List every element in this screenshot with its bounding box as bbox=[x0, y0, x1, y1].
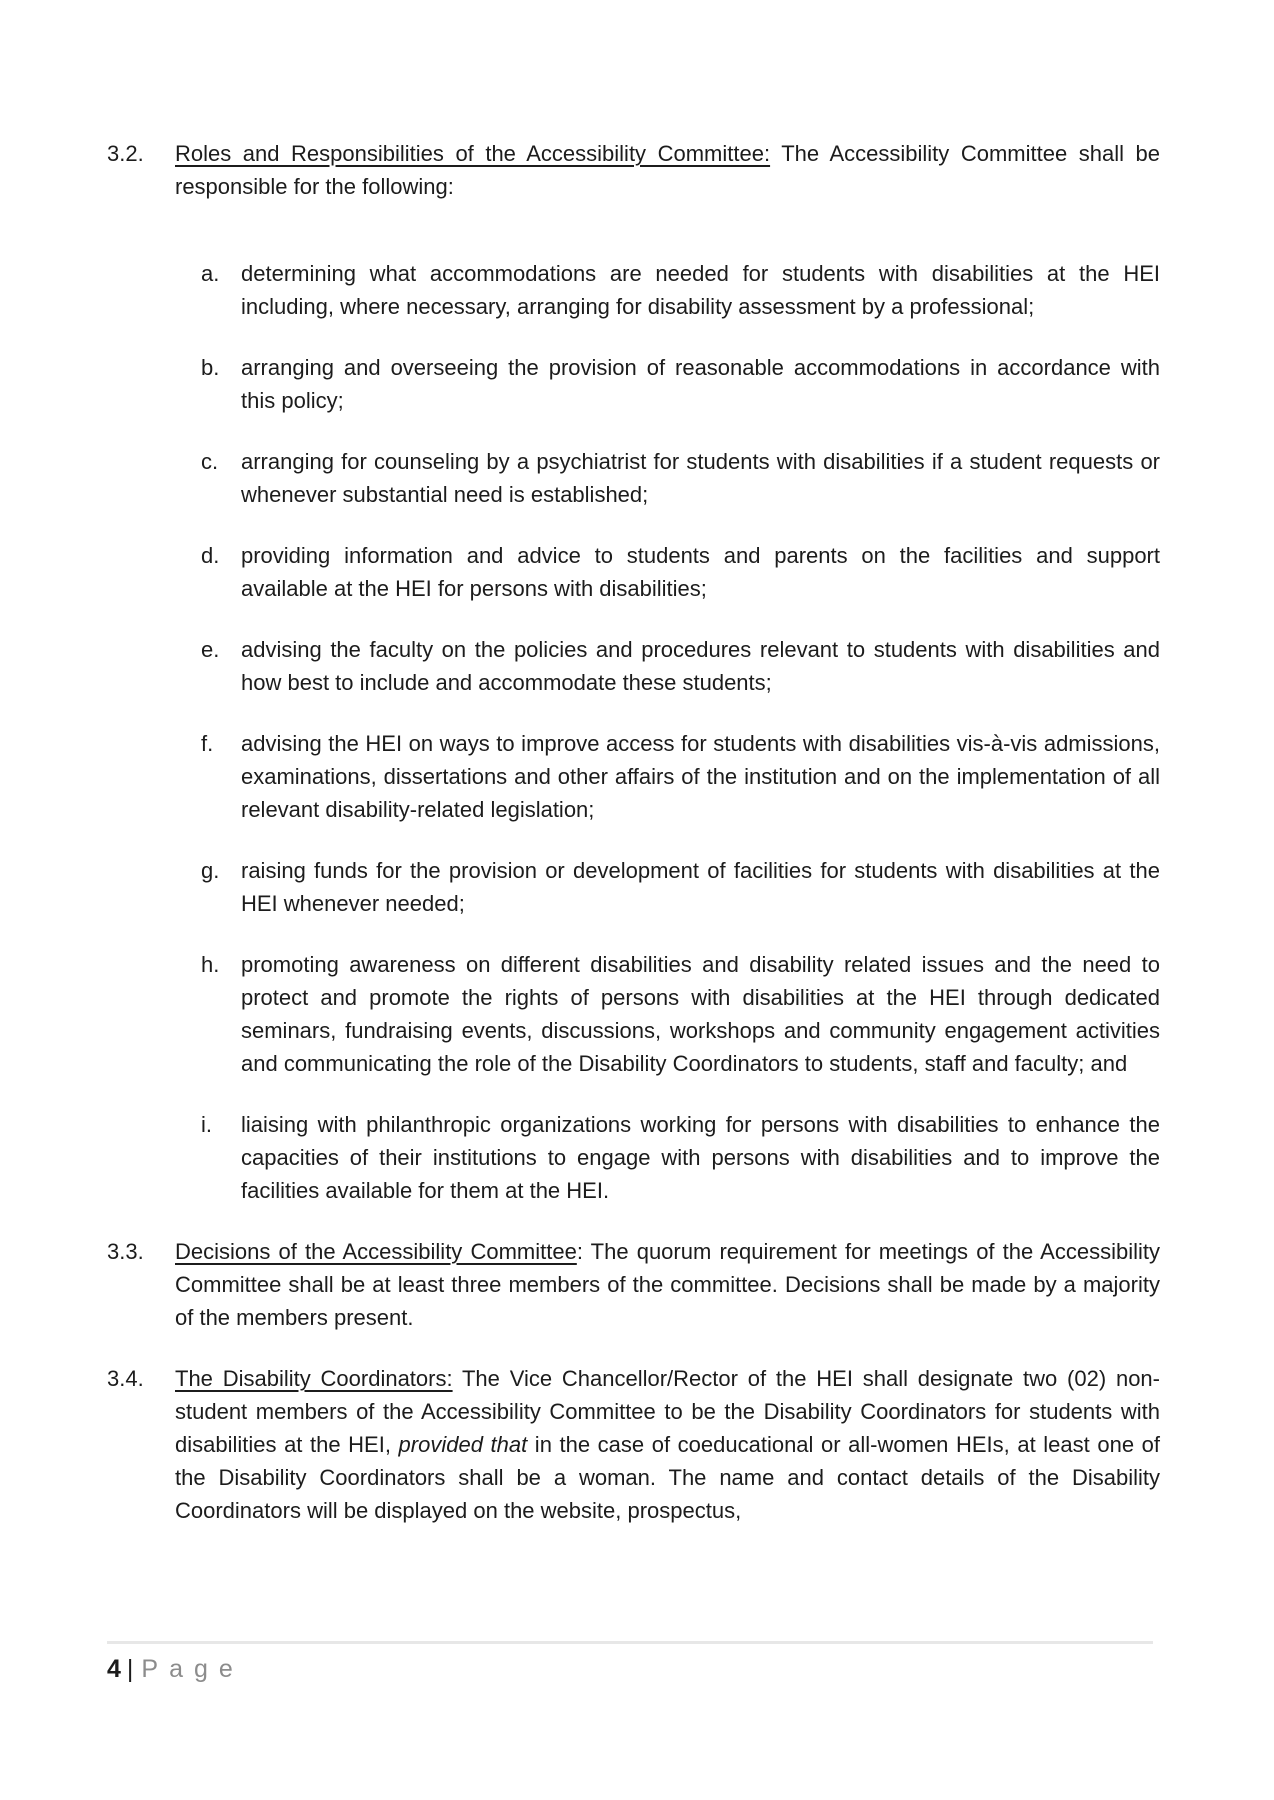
footer-separator: | bbox=[126, 1655, 134, 1683]
section-3-2 bbox=[107, 137, 1160, 1207]
section-paragraph bbox=[175, 1362, 1160, 1527]
section-intro-paragraph bbox=[175, 137, 1160, 203]
section-heading: The Disability Coordinators: bbox=[175, 1366, 453, 1391]
item-letter: h. bbox=[201, 952, 220, 977]
item-letter: i. bbox=[201, 1112, 212, 1137]
footer-text bbox=[107, 1652, 1153, 1686]
list-item bbox=[175, 633, 1160, 699]
item-text: advising the HEI on ways to improve access for students with disabilities vis-à-vis admissions, examinations, dissertations and other affairs of the institution and on the implementation of all relevant disability-related legislation; bbox=[241, 731, 1160, 822]
section-number: 3.3. bbox=[107, 1239, 144, 1264]
section-number: 3.4. bbox=[107, 1366, 144, 1391]
page-label: Page bbox=[141, 1655, 244, 1683]
item-text: providing information and advice to students and parents on the facilities and support available at the HEI for persons with disabilities; bbox=[241, 543, 1160, 601]
list-item bbox=[175, 351, 1160, 417]
section-text-italic: provided that bbox=[398, 1432, 528, 1457]
section-number: 3.2. bbox=[107, 141, 144, 166]
list-item bbox=[175, 539, 1160, 605]
section-body bbox=[175, 1235, 1160, 1334]
page-footer bbox=[107, 1641, 1153, 1686]
section-3-4 bbox=[107, 1362, 1160, 1527]
section-body bbox=[175, 1362, 1160, 1527]
list-item bbox=[175, 854, 1160, 920]
footer-rule bbox=[107, 1641, 1153, 1644]
list-item bbox=[175, 727, 1160, 826]
list-item bbox=[175, 948, 1160, 1080]
section-paragraph bbox=[175, 1235, 1160, 1334]
section-body bbox=[175, 137, 1160, 1207]
responsibilities-list bbox=[175, 257, 1160, 1207]
section-text: : The quorum requirement for meetings of the Accessibility Committee shall be at least three members of the committee. Decisions shall be made by a majority of the members present. bbox=[175, 1239, 1160, 1330]
list-item bbox=[175, 257, 1160, 323]
section-3-3 bbox=[107, 1235, 1160, 1334]
item-letter: b. bbox=[201, 355, 220, 380]
item-text: determining what accommodations are needed for students with disabilities at the HEI including, where necessary, arranging for disability assessment by a professional; bbox=[241, 261, 1160, 319]
item-letter: g. bbox=[201, 858, 220, 883]
section-text-post: in the case of coeducational or all-women HEIs, at least one of the Disability Coordinators shall be a woman. The name and contact details of the Disability Coordinators will be displayed on the website, prospectus, bbox=[175, 1432, 1160, 1523]
list-item bbox=[175, 1108, 1160, 1207]
item-text: advising the faculty on the policies and procedures relevant to students with disabilities and how best to include and accommodate these students; bbox=[241, 637, 1160, 695]
page-number: 4 bbox=[107, 1655, 121, 1683]
document-page bbox=[107, 137, 1160, 1555]
section-heading: Roles and Responsibilities of the Accessibility Committee: bbox=[175, 141, 771, 166]
item-letter: e. bbox=[201, 637, 220, 662]
item-text: liaising with philanthropic organizations working for persons with disabilities to enhance the capacities of their institutions to engage with persons with disabilities and to improve the facilities available for them at the HEI. bbox=[241, 1112, 1160, 1203]
item-letter: a. bbox=[201, 261, 220, 286]
item-letter: d. bbox=[201, 543, 220, 568]
section-heading: Decisions of the Accessibility Committee bbox=[175, 1239, 577, 1264]
item-letter: c. bbox=[201, 449, 219, 474]
item-text: arranging and overseeing the provision of reasonable accommodations in accordance with this policy; bbox=[241, 355, 1160, 413]
item-text: raising funds for the provision or development of facilities for students with disabilities at the HEI whenever needed; bbox=[241, 858, 1160, 916]
item-text: promoting awareness on different disabilities and disability related issues and the need to protect and promote the rights of persons with disabilities at the HEI through dedicated seminars, fundraising events, discussions, workshops and community engagement activities and communicating the role of the Disability Coordinators to students, staff and faculty; and bbox=[241, 952, 1160, 1076]
section-intro: The Accessibility Committee shall be responsible for the following: bbox=[175, 141, 1160, 199]
section-text-pre: The Vice Chancellor/Rector of the HEI shall designate two (02) non-student members of the Accessibility Committee to be the Disability Coordinators for students with disabilities at the HEI, bbox=[175, 1366, 1160, 1457]
item-letter: f. bbox=[201, 731, 214, 756]
item-text: arranging for counseling by a psychiatrist for students with disabilities if a student requests or whenever substantial need is established; bbox=[241, 449, 1160, 507]
list-item bbox=[175, 445, 1160, 511]
